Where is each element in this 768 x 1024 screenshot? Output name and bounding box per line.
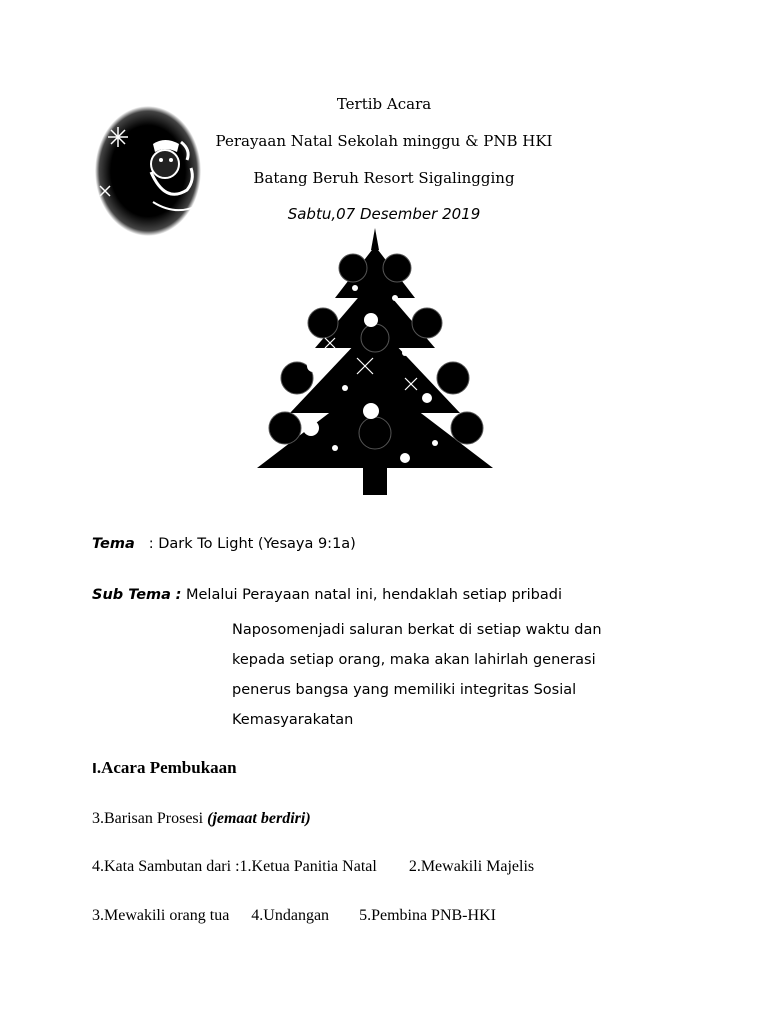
- theme-line: [92, 536, 356, 552]
- section-title: .Acara Pembukaan: [96, 758, 237, 777]
- document-title: Tertib Acara: [336, 95, 432, 113]
- subtheme-line-1: Melalui Perayaan natal ini, hendaklah setiap pribadi: [185, 587, 562, 603]
- item-parents: 3.Mewakili orang tua: [92, 907, 230, 924]
- subtheme-line-2: Naposomenjadi saluran berkat di setiap waktu dan: [232, 622, 602, 638]
- item-speeches-extra: 2.Mewakili Majelis: [408, 858, 535, 875]
- list-item: [92, 907, 496, 925]
- item-procession: 3.Barisan Prosesi: [92, 810, 208, 827]
- list-item: [92, 858, 534, 876]
- subtheme-line-4: penerus bangsa yang memiliki integritas Sosial: [232, 682, 577, 698]
- item-procession-note: (jemaat berdiri): [207, 810, 311, 827]
- event-location: Batang Beruh Resort Sigalingging: [253, 169, 515, 187]
- event-name: Perayaan Natal Sekolah minggu & PNB HKI: [215, 132, 553, 150]
- item-mentor: 5.Pembina PNB-HKI: [359, 907, 496, 924]
- christmas-tree-icon: [255, 228, 495, 498]
- theme-value: : Dark To Light (Yesaya 9:1a): [148, 536, 356, 552]
- subtheme-label: Sub Tema: [92, 587, 171, 603]
- item-speeches: 4.Kata Sambutan dari :1.Ketua Panitia Natal: [92, 858, 377, 875]
- theme-label: Tema: [92, 536, 135, 552]
- event-date: Sabtu,07 Desember 2019: [287, 205, 481, 223]
- section-marker: I: [92, 762, 97, 777]
- subtheme-colon: :: [175, 587, 182, 603]
- section-heading: [92, 758, 237, 778]
- santa-claus-icon: [95, 106, 201, 236]
- list-item: [92, 810, 311, 828]
- subtheme-line-3: kepada setiap orang, maka akan lahirlah generasi: [232, 652, 596, 668]
- subtheme-line: [92, 587, 562, 603]
- item-invitees: 4.Undangan: [251, 907, 330, 924]
- subtheme-line-5: Kemasyarakatan: [232, 712, 354, 728]
